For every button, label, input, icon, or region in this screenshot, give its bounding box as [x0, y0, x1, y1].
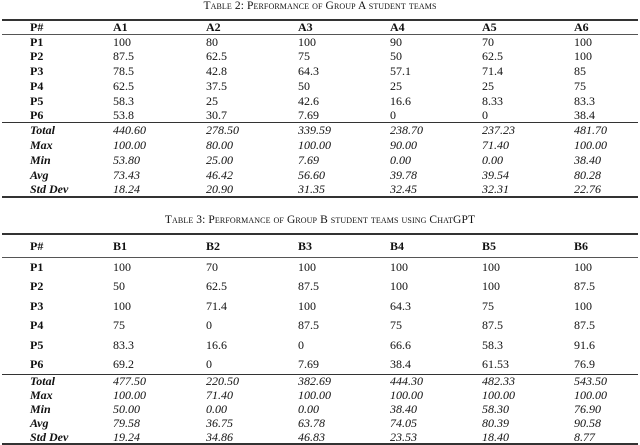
row-label: P6 [30, 108, 44, 123]
stat-row [2, 430, 638, 444]
table-cell: 38.4 [574, 108, 595, 123]
stat-cell: 46.42 [206, 167, 233, 182]
column-header: B3 [298, 238, 313, 253]
table-cell: 16.6 [206, 337, 227, 352]
table-cell: 87.5 [482, 318, 503, 333]
stat-row [2, 416, 638, 430]
table-cell: 25 [206, 93, 218, 108]
table-cell: 7.69 [298, 357, 319, 371]
stat-cell: 18.24 [113, 181, 140, 196]
table-cell: 37.5 [206, 78, 227, 93]
stat-cell: 19.24 [113, 429, 140, 444]
table-cell: 38.4 [390, 357, 411, 371]
stat-cell: 100.00 [113, 137, 146, 152]
table-cell: 87.5 [113, 49, 134, 64]
row-label: P1 [30, 34, 44, 49]
table-cell: 62.5 [482, 49, 503, 64]
table-cell: 75 [390, 318, 402, 333]
table-cell: 58.3 [482, 337, 503, 352]
stat-label: Max [30, 137, 53, 152]
stat-cell: 100.00 [390, 388, 423, 402]
stat-cell: 38.40 [574, 152, 601, 167]
stat-cell: 0.00 [206, 402, 227, 416]
table-cell: 100 [298, 34, 316, 49]
table-cell: 62.5 [113, 78, 134, 93]
stat-cell: 0.00 [298, 402, 319, 416]
column-header: A2 [206, 20, 221, 35]
table3 [2, 233, 638, 445]
table-cell: 76.9 [574, 357, 595, 371]
table-cell: 75 [113, 318, 125, 333]
column-header: A1 [113, 20, 128, 35]
stat-cell: 46.83 [298, 429, 325, 444]
row-label: P3 [30, 298, 44, 313]
stat-cell: 477.50 [113, 374, 146, 389]
stat-label: Min [30, 402, 51, 416]
column-header: B1 [113, 238, 128, 253]
stat-cell: 80.28 [574, 167, 601, 182]
header-row [2, 20, 638, 34]
stat-cell: 0.00 [390, 152, 411, 167]
header-row [2, 234, 638, 257]
table-cell: 100 [482, 279, 500, 294]
column-header: A6 [574, 20, 589, 35]
stat-cell: 237.23 [482, 123, 515, 138]
table-cell: 0 [390, 108, 396, 123]
table-cell: 75 [482, 298, 494, 313]
table-cell: 100 [390, 260, 408, 274]
stat-row [2, 402, 638, 416]
table-cell: 78.5 [113, 63, 134, 78]
table-cell: 85 [574, 63, 586, 78]
stat-cell: 56.60 [298, 167, 325, 182]
table-row [2, 108, 638, 123]
column-header: B5 [482, 238, 497, 253]
table-cell: 25 [390, 78, 402, 93]
stat-cell: 100.00 [482, 388, 515, 402]
row-label: P4 [30, 318, 44, 333]
table-row [2, 335, 638, 355]
table-row [2, 93, 638, 108]
stat-cell: 25.00 [206, 152, 233, 167]
table-cell: 16.6 [390, 93, 411, 108]
stat-cell: 18.40 [482, 429, 509, 444]
stat-cell: 543.50 [574, 374, 607, 389]
row-label: P2 [30, 49, 44, 64]
table-cell: 75 [574, 78, 586, 93]
stat-cell: 22.76 [574, 181, 601, 196]
stat-row [2, 182, 638, 197]
table-cell: 42.6 [298, 93, 319, 108]
table-cell: 71.4 [482, 63, 503, 78]
stat-cell: 39.54 [482, 167, 509, 182]
stat-cell: 63.78 [298, 416, 325, 430]
table-cell: 71.4 [206, 298, 227, 313]
stat-cell: 50.00 [113, 402, 140, 416]
stat-label: Avg [30, 416, 49, 430]
stat-row [2, 388, 638, 402]
table-cell: 64.3 [390, 298, 411, 313]
table-cell: 87.5 [298, 279, 319, 294]
stat-cell: 71.40 [482, 137, 509, 152]
table-cell: 100 [298, 260, 316, 274]
stat-cell: 80.39 [482, 416, 509, 430]
table-cell: 61.53 [482, 357, 509, 371]
table3-caption: Table 3: Performance of Group B student teams using ChatGPT [164, 214, 476, 226]
stat-cell: 73.43 [113, 167, 140, 182]
stat-cell: 339.59 [298, 123, 331, 138]
table-cell: 80 [206, 34, 218, 49]
table-cell: 0 [482, 108, 488, 123]
stat-label: Min [30, 152, 51, 167]
stat-cell: 0.00 [482, 152, 503, 167]
stat-cell: 79.58 [113, 416, 140, 430]
table-cell: 100 [113, 298, 131, 313]
row-label: P2 [30, 279, 44, 294]
table-row [2, 355, 638, 375]
table-cell: 100 [574, 260, 592, 274]
table-cell: 100 [390, 279, 408, 294]
table-cell: 87.5 [574, 279, 595, 294]
stat-cell: 34.86 [206, 429, 233, 444]
stat-cell: 100.00 [113, 388, 146, 402]
stat-row [2, 152, 638, 167]
stat-label: Std Dev [30, 429, 69, 444]
stat-cell: 90.00 [390, 137, 417, 152]
table-cell: 50 [113, 279, 125, 294]
table-cell: 0 [298, 337, 304, 352]
stat-row [2, 123, 638, 138]
stat-cell: 7.69 [298, 152, 319, 167]
table-row [2, 316, 638, 336]
table-cell: 58.3 [113, 93, 134, 108]
table-cell: 50 [390, 49, 402, 64]
stat-cell: 481.70 [574, 123, 607, 138]
stat-cell: 38.40 [390, 402, 417, 416]
table-cell: 100 [298, 298, 316, 313]
table-cell: 100 [574, 34, 592, 49]
stat-cell: 71.40 [206, 388, 233, 402]
stat-cell: 53.80 [113, 152, 140, 167]
stat-cell: 23.53 [390, 429, 417, 444]
stat-cell: 482.33 [482, 374, 515, 389]
table-cell: 83.3 [574, 93, 595, 108]
table-row [2, 296, 638, 316]
stat-cell: 31.35 [298, 181, 325, 196]
stat-cell: 100.00 [298, 137, 331, 152]
table-row [2, 257, 638, 277]
table-cell: 70 [206, 260, 218, 274]
stat-cell: 36.75 [206, 416, 233, 430]
stat-label: Std Dev [30, 181, 69, 196]
table-row [2, 49, 638, 64]
stat-label: Total [30, 123, 55, 138]
stat-cell: 238.70 [390, 123, 423, 138]
table-cell: 100 [113, 34, 131, 49]
stat-cell: 100.00 [574, 388, 607, 402]
table-cell: 70 [482, 34, 494, 49]
stat-label: Total [30, 374, 55, 389]
column-header: B6 [574, 238, 589, 253]
column-header: P# [30, 238, 44, 253]
row-label: P3 [30, 63, 44, 78]
stat-cell: 100.00 [298, 388, 331, 402]
table-cell: 50 [298, 78, 310, 93]
row-label: P4 [30, 78, 44, 93]
table-cell: 53.8 [113, 108, 134, 123]
column-header: A4 [390, 20, 405, 35]
stat-cell: 220.50 [206, 374, 239, 389]
stat-cell: 20.90 [206, 181, 233, 196]
table2 [2, 19, 638, 198]
table-cell: 0 [206, 318, 212, 333]
table-row [2, 64, 638, 79]
stat-cell: 32.45 [390, 181, 417, 196]
table-cell: 87.5 [574, 318, 595, 333]
table-cell: 25 [482, 78, 494, 93]
table-cell: 8.33 [482, 93, 503, 108]
stat-label: Max [30, 388, 53, 402]
table-cell: 100 [574, 49, 592, 64]
table-cell: 66.6 [390, 337, 411, 352]
table-row [2, 277, 638, 297]
table-cell: 75 [298, 49, 310, 64]
table-cell: 100 [574, 298, 592, 313]
table-cell: 90 [390, 34, 402, 49]
table2-caption: Table 2: Performance of Group A student teams [203, 0, 437, 12]
table-cell: 87.5 [298, 318, 319, 333]
row-label: P5 [30, 337, 44, 352]
stat-cell: 74.05 [390, 416, 417, 430]
stat-cell: 32.31 [482, 181, 509, 196]
stat-cell: 444.30 [390, 374, 423, 389]
column-header: B2 [206, 238, 221, 253]
column-header: A5 [482, 20, 497, 35]
stat-label: Avg [30, 167, 49, 182]
stat-cell: 440.60 [113, 123, 146, 138]
table-cell: 30.7 [206, 108, 227, 123]
stat-cell: 278.50 [206, 123, 239, 138]
table-cell: 42.8 [206, 63, 227, 78]
table-cell: 83.3 [113, 337, 134, 352]
row-label: P1 [30, 260, 44, 274]
table-cell: 57.1 [390, 63, 411, 78]
table-cell: 0 [206, 357, 212, 371]
column-header: A3 [298, 20, 313, 35]
table-cell: 64.3 [298, 63, 319, 78]
table-row [2, 34, 638, 49]
table-cell: 100 [113, 260, 131, 274]
table-cell: 69.2 [113, 357, 134, 371]
table-cell: 7.69 [298, 108, 319, 123]
stat-cell: 76.90 [574, 402, 601, 416]
stat-cell: 90.58 [574, 416, 601, 430]
row-label: P6 [30, 357, 44, 371]
stat-cell: 58.30 [482, 402, 509, 416]
column-header: P# [30, 20, 44, 35]
table-cell: 62.5 [206, 49, 227, 64]
stat-row [2, 374, 638, 388]
table-cell: 91.6 [574, 337, 595, 352]
row-label: P5 [30, 93, 44, 108]
table-cell: 62.5 [206, 279, 227, 294]
stat-cell: 80.00 [206, 137, 233, 152]
stat-cell: 382.69 [298, 374, 331, 389]
stat-cell: 39.78 [390, 167, 417, 182]
stat-cell: 100.00 [574, 137, 607, 152]
stat-row [2, 167, 638, 182]
column-header: B4 [390, 238, 405, 253]
stat-cell: 8.77 [574, 429, 595, 444]
table-cell: 100 [482, 260, 500, 274]
table-row [2, 78, 638, 93]
stat-row [2, 138, 638, 153]
